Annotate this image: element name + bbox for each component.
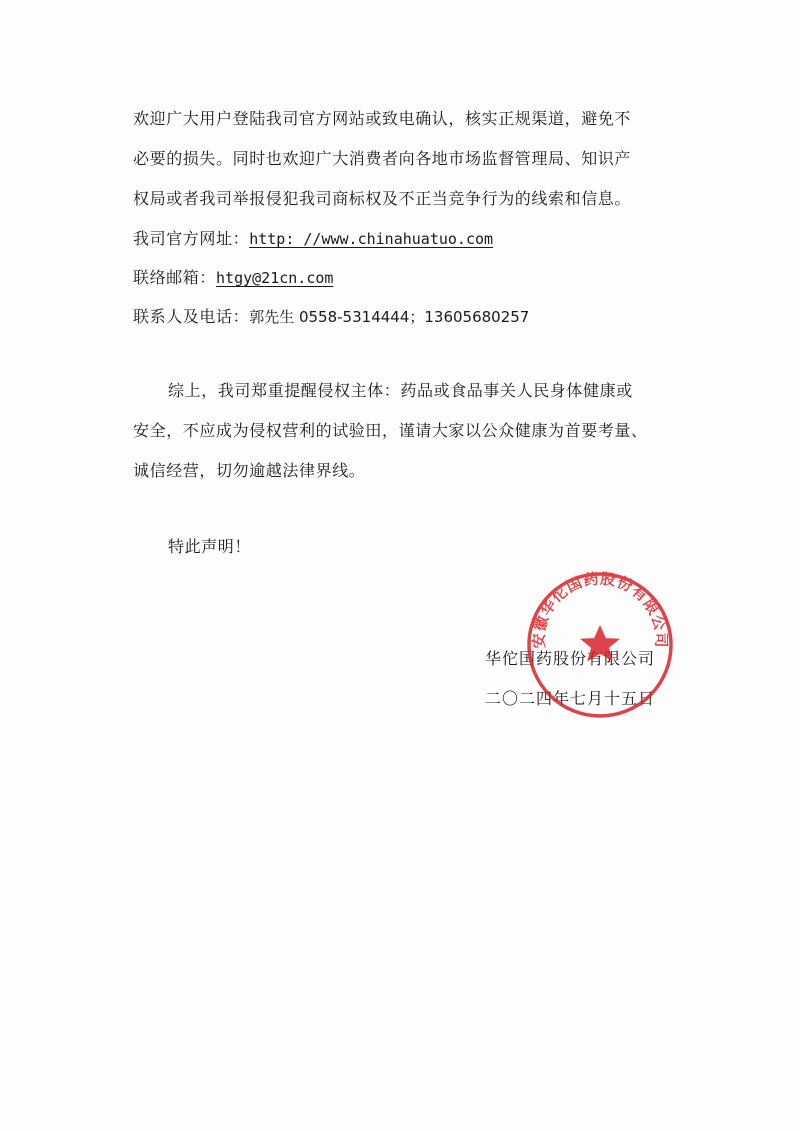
signature-date: 二〇二四年七月十五日 (485, 689, 656, 708)
contact-value: 郭先生 0558-5314444；13605680257 (249, 308, 530, 326)
signature-company: 华佗国药股份有限公司 (485, 649, 656, 668)
email-row (133, 268, 333, 288)
email-label: 联络邮箱： (133, 268, 217, 287)
paragraph-line-3: 权局或者我司举报侵犯我司商标权及不正当竞争行为的线索和信息。 (133, 189, 632, 208)
website-link[interactable]: http: //www.chinahuatuo.com (249, 230, 494, 248)
website-label: 我司官方网址： (133, 229, 250, 248)
contact-label: 联系人及电话： (133, 307, 250, 326)
summary-line-2: 安全，不应成为侵权营利的试验田，谨请大家以公众健康为首要考量、 (133, 421, 648, 440)
website-row (133, 229, 493, 249)
seal-star-icon (580, 625, 620, 662)
summary-line-1: 综上，我司郑重提醒侵权主体：药品或食品事关人民身体健康或 (168, 381, 633, 400)
email-link[interactable]: htgy@21cn.com (216, 269, 334, 287)
contact-row (133, 307, 529, 327)
closing-statement: 特此声明！ (168, 537, 252, 556)
paragraph-line-1: 欢迎广大用户登陆我司官方网站或致电确认，核实正规渠道，避免不 (133, 109, 632, 128)
paragraph-line-2: 必要的损失。同时也欢迎广大消费者向各地市场监督管理局、知识产 (133, 149, 632, 168)
seal-text: 安徽华佗国药股份有限公司 (529, 570, 671, 649)
company-seal (525, 570, 675, 720)
summary-line-3: 诚信经营，切勿逾越法律界线。 (133, 461, 366, 480)
